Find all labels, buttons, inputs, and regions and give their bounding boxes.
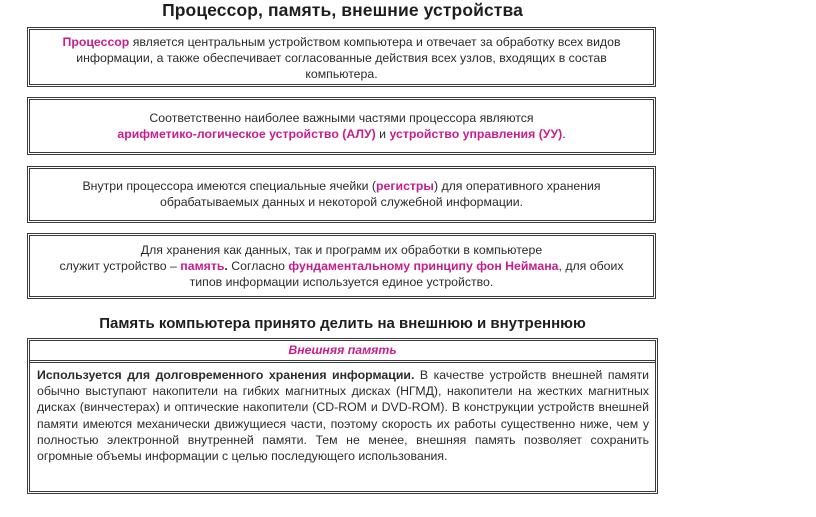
processor-parts-intro: Соответственно наиболее важными частями процессора являются [149,111,534,125]
memory-dot: . [224,259,228,273]
registers-intro: Внутри процессора имеются специальные ячейки ( [82,179,377,193]
memory-intro: служит устройство – [59,259,181,273]
memory-mid: Согласно [227,259,289,273]
registers-term: регистры [376,179,434,193]
processor-definition: является центральным устройством компьютера и отвечает за обработку всех видов информации, а также обеспечивает согласованные действия всех узлов, входящих в состав компьютера. [76,35,621,81]
external-memory-description: В качестве устройств внешней памяти обычно выступают накопители на гибких магнитных дисках (НГМД), накопители на жестких магнитных дисках (винчестерах) и оптические накопители (CD-ROM и DVD-ROM). В конструкции устройств внешней памяти имеются механически движущиеся части, поэтому скорость их работы существенно ниже, чем у полностью электронной внутренней памяти. Тем не менее, внешняя память позволяет сохранить огромные объемы информации с целью последующего использования. [37,368,649,464]
external-memory-lead: Используется для долговременного хранения информации. [37,368,415,382]
external-memory-body [30,363,655,464]
external-memory-heading: Внешняя память [30,341,655,363]
processor-term: Процессор [62,35,130,49]
memory-term: память [180,259,225,273]
control-unit-term: устройство управления (УУ) [389,127,563,141]
page-title: Процессор, память, внешние устройства [162,0,523,20]
registers-box [27,166,656,223]
period-text: . [562,127,566,141]
external-memory-box [27,338,658,494]
registers-description: ) для оперативного хранения обрабатываемых данных и некоторой служебной информации. [159,179,601,209]
von-neumann-principle-term: фундаментальному принципу фон Неймана [288,259,559,273]
processor-definition-box [27,27,656,87]
registers-text [30,178,653,210]
memory-line1: Для хранения как данных, так и программ их обработки в компьютере [140,243,543,257]
memory-text [30,258,653,290]
processor-parts-list [30,126,653,142]
processor-definition-text [30,34,653,82]
memory-box [27,233,656,299]
memory-conclusion: , для обоих типов информации используется единое устройство. [189,259,624,289]
alu-term: арифметико-логическое устройство (АЛУ) [117,127,376,141]
processor-parts-box [27,97,656,155]
conjunction-text: и [375,127,390,141]
memory-division-heading: Память компьютера принято делить на внешнюю и внутреннюю [99,315,586,332]
